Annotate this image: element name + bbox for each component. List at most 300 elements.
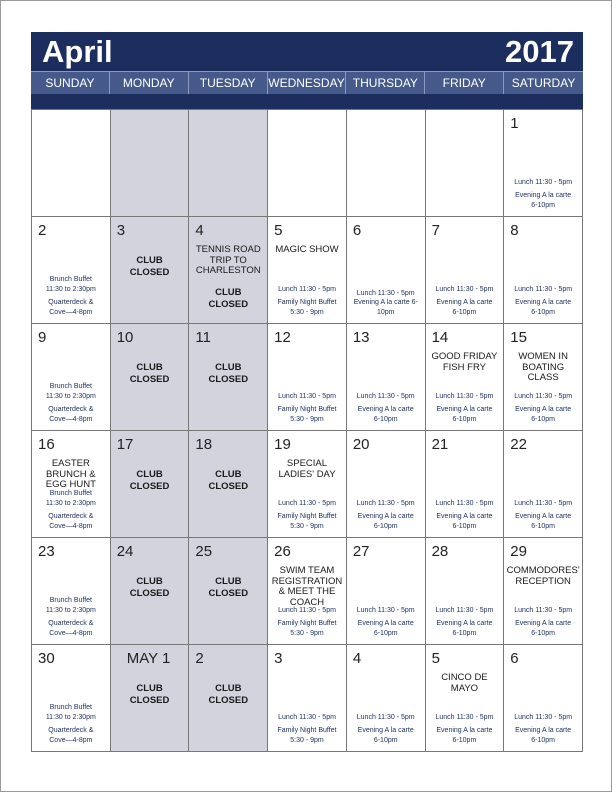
hours-block — [426, 512, 504, 531]
hours-line: Evening A la carte — [515, 192, 572, 199]
hours-block — [268, 713, 346, 723]
day-number: 8 — [510, 222, 519, 239]
hours-line: Family Night Buffet — [277, 406, 337, 413]
hours-line: Brunch Buffet — [49, 383, 92, 390]
hours-block — [32, 275, 110, 294]
hours-line: 5:30 - 9pm — [290, 415, 324, 423]
day-cell — [111, 645, 190, 752]
weekday-thursday: THURSDAY — [346, 72, 425, 94]
hours-line: 6-10pm — [452, 308, 477, 316]
hours-block — [347, 289, 425, 318]
hours-line: Lunch 11:30 - 5pm — [514, 392, 573, 400]
day-number: 9 — [38, 329, 47, 346]
day-cell — [426, 110, 505, 217]
dining-hours — [268, 285, 346, 318]
day-cell — [426, 538, 505, 645]
day-cell — [189, 324, 268, 431]
hours-line: Evening A la carte — [436, 299, 493, 306]
day-cell — [504, 538, 583, 645]
year-title: 2017 — [505, 34, 574, 69]
day-cell — [268, 431, 347, 538]
day-cell — [32, 110, 111, 217]
closed-line: CLUB — [136, 469, 163, 480]
day-cell — [32, 538, 111, 645]
day-cell — [426, 431, 505, 538]
hours-line: 11:30 to 2:30pm — [45, 713, 96, 721]
event-title — [428, 352, 502, 373]
hours-block — [426, 405, 504, 424]
hours-block — [32, 596, 110, 615]
hours-line: 5:30 - 9pm — [290, 736, 324, 744]
day-cell — [32, 217, 111, 324]
event-line: LADIES' DAY — [278, 468, 336, 480]
day-cell — [189, 431, 268, 538]
day-cell — [504, 110, 583, 217]
hours-block — [32, 726, 110, 745]
day-cell — [504, 217, 583, 324]
dining-hours — [504, 499, 582, 532]
closed-line: CLOSED — [129, 374, 170, 385]
hours-line: Quarterdeck & — [48, 727, 94, 734]
day-cell — [111, 431, 190, 538]
calendar — [31, 32, 583, 752]
hours-line: Lunch 11:30 - 5pm — [356, 713, 415, 721]
event-title — [191, 245, 265, 277]
hours-line: Quarterdeck & — [48, 513, 94, 520]
event-title — [34, 459, 108, 491]
hours-line: Cove—4-8pm — [49, 415, 93, 423]
day-cell — [347, 431, 426, 538]
hours-block — [504, 713, 582, 723]
hours-line: 11:30 to 2:30pm — [45, 606, 96, 614]
closed-line: CLUB — [215, 683, 242, 694]
hours-line: Lunch 11:30 - 5pm — [278, 285, 336, 293]
day-number: 15 — [510, 329, 527, 346]
hours-line: 5:30 - 9pm — [290, 308, 324, 316]
hours-line: Evening A la carte — [357, 513, 414, 520]
hours-line: Lunch 11:30 - 5pm — [514, 178, 573, 186]
event-line: REGISTRATION — [271, 575, 343, 587]
hours-block — [504, 499, 582, 509]
dining-hours — [32, 275, 110, 317]
hours-block — [426, 606, 504, 616]
day-cell — [426, 324, 505, 431]
month-title: April — [42, 34, 113, 69]
hours-line: Lunch 11:30 - 5pm — [356, 499, 415, 507]
hours-line: Lunch 11:30 - 5pm — [278, 392, 336, 400]
hours-line: 11:30 to 2:30pm — [45, 499, 96, 507]
event-line: CHARLESTON — [195, 265, 261, 276]
hours-line: 6-10pm — [531, 201, 555, 209]
club-closed-label — [111, 683, 189, 707]
dining-hours — [426, 606, 504, 639]
day-cell — [347, 538, 426, 645]
day-number: 6 — [510, 650, 519, 667]
club-closed-label — [189, 287, 267, 311]
dining-hours — [426, 499, 504, 532]
day-number: 10 — [116, 329, 134, 346]
day-number: 16 — [38, 436, 55, 453]
hours-block — [32, 703, 110, 722]
day-number: 2 — [38, 222, 47, 239]
day-number: 20 — [352, 436, 370, 453]
hours-line: Lunch 11:30 - 5pm — [356, 606, 415, 614]
day-number: 14 — [431, 329, 449, 346]
day-number: 22 — [510, 436, 527, 453]
hours-line: Brunch Buffet — [49, 704, 92, 711]
hours-line: Family Night Buffet — [277, 620, 337, 627]
hours-line: 6-10pm — [531, 522, 555, 530]
closed-line: CLOSED — [208, 374, 249, 385]
day-number: 11 — [195, 329, 211, 346]
day-number: 21 — [431, 436, 449, 453]
event-title — [270, 459, 344, 480]
hours-line: Lunch 11:30 - 5pm — [514, 713, 573, 721]
dining-hours — [504, 392, 582, 425]
hours-line: Evening A la carte — [515, 727, 572, 734]
hours-line: 6-10pm — [531, 308, 555, 316]
hours-block — [426, 392, 504, 402]
hours-block — [504, 619, 582, 638]
closed-line: CLOSED — [208, 588, 249, 599]
event-title — [506, 352, 580, 384]
club-closed-label — [111, 255, 189, 279]
day-cell — [504, 324, 583, 431]
weekday-monday: MONDAY — [110, 72, 189, 94]
hours-line: Lunch 11:30 - 5pm — [514, 606, 573, 614]
hours-block — [32, 382, 110, 401]
closed-line: CLUB — [136, 362, 163, 373]
day-number: 30 — [38, 650, 55, 667]
day-cell — [268, 324, 347, 431]
hours-line: Lunch 11:30 - 5pm — [356, 392, 415, 400]
event-line: SPECIAL — [286, 458, 328, 469]
day-cell — [268, 217, 347, 324]
hours-line: Lunch 11:30 - 5pm — [514, 499, 573, 507]
hours-block — [347, 606, 425, 616]
hours-line: Lunch 11:30 - 5pm — [435, 285, 494, 293]
hours-block — [426, 285, 504, 295]
day-number: 29 — [510, 543, 527, 560]
hours-line: Evening A la carte — [515, 406, 572, 413]
closed-line: CLOSED — [129, 588, 170, 599]
dining-hours — [504, 713, 582, 746]
hours-line: Cove—4-8pm — [49, 522, 93, 530]
hours-line: 6-10pm — [452, 415, 477, 423]
hours-line: Lunch 11:30 - 5pm — [278, 713, 336, 721]
day-number: 2 — [195, 650, 204, 667]
closed-line: CLUB — [136, 683, 163, 694]
hours-block — [504, 285, 582, 295]
event-line: BOATING — [522, 361, 565, 373]
hours-line: 6-10pm — [373, 736, 398, 744]
event-line: MAGIC SHOW — [275, 244, 339, 255]
hours-block — [268, 606, 346, 616]
day-cell — [111, 538, 190, 645]
hours-block — [268, 285, 346, 295]
day-number: 27 — [352, 543, 370, 560]
event-line: & MEET THE — [278, 586, 336, 597]
hours-line: 6-10pm — [373, 522, 398, 530]
day-cell — [189, 538, 268, 645]
day-cell — [347, 324, 426, 431]
hours-line: Evening A la carte — [436, 727, 493, 734]
hours-line: Cove—4-8pm — [49, 629, 93, 637]
hours-line: Cove—4-8pm — [49, 736, 93, 744]
hours-block — [504, 191, 582, 210]
hours-line: Lunch 11:30 - 5pm — [435, 392, 494, 400]
day-number: 6 — [352, 222, 362, 239]
dining-hours — [347, 606, 425, 639]
hours-line: Lunch 11:30 - 5pm — [514, 285, 573, 293]
event-line: EASTER — [51, 458, 90, 469]
hours-block — [32, 512, 110, 531]
hours-line: Lunch 11:30 - 5pm — [278, 606, 336, 614]
hours-line: Quarterdeck & — [48, 299, 94, 306]
hours-block — [347, 512, 425, 531]
event-line: RECEPTION — [515, 575, 571, 587]
header-band — [31, 94, 583, 109]
event-line: COMMODORES' — [506, 565, 580, 576]
dining-hours — [268, 499, 346, 532]
hours-line: Evening A la carte — [515, 620, 572, 627]
hours-line: 6-10pm — [452, 736, 477, 744]
day-number: 5 — [274, 222, 283, 239]
event-line: EGG HUNT — [45, 479, 96, 490]
day-number: 12 — [274, 329, 291, 346]
club-closed-label — [111, 362, 189, 386]
hours-block — [347, 726, 425, 745]
day-number: 4 — [195, 222, 204, 239]
day-number: 28 — [431, 543, 449, 560]
hours-block — [32, 619, 110, 638]
closed-line: CLOSED — [129, 695, 170, 706]
closed-line: CLUB — [136, 255, 163, 266]
club-closed-label — [189, 683, 267, 707]
dining-hours — [268, 713, 346, 746]
day-cell — [504, 645, 583, 752]
dining-hours — [347, 289, 425, 318]
hours-line: 11:30 to 2:30pm — [45, 392, 96, 400]
event-line: CLASS — [527, 372, 559, 383]
hours-block — [268, 619, 346, 638]
day-number: 24 — [116, 543, 134, 560]
day-number: 3 — [274, 650, 283, 667]
closed-line: CLOSED — [129, 481, 170, 492]
hours-line: Family Night Buffet — [277, 513, 337, 520]
hours-block — [268, 298, 346, 317]
hours-block — [504, 178, 582, 188]
hours-line: Brunch Buffet — [49, 276, 92, 283]
dining-hours — [426, 392, 504, 425]
dining-hours — [347, 713, 425, 746]
event-line: COACH — [289, 596, 325, 608]
hours-line: 6-10pm — [452, 522, 477, 530]
day-cell — [111, 324, 190, 431]
event-line: BRUNCH & — [46, 468, 96, 480]
hours-block — [426, 619, 504, 638]
hours-line: Quarterdeck & — [48, 620, 94, 627]
hours-line: 6-10pm — [531, 736, 555, 744]
day-cell — [189, 217, 268, 324]
day-cell — [504, 431, 583, 538]
weekday-header-row — [31, 71, 583, 94]
event-line: WOMEN IN — [518, 351, 568, 362]
day-number: 19 — [274, 436, 291, 453]
hours-block — [268, 726, 346, 745]
day-cell — [189, 110, 268, 217]
dining-hours — [268, 392, 346, 425]
day-cell — [32, 431, 111, 538]
day-number: 25 — [195, 543, 213, 560]
day-cell — [32, 645, 111, 752]
dining-hours — [426, 713, 504, 746]
event-line: MAYO — [450, 682, 479, 694]
event-line: SWIM TEAM — [279, 565, 335, 576]
closed-line: CLOSED — [208, 695, 249, 706]
closed-line: CLOSED — [208, 481, 249, 492]
hours-block — [347, 713, 425, 723]
hours-line: Family Night Buffet — [277, 299, 337, 306]
day-number: 13 — [352, 329, 370, 346]
event-line: CINCO DE — [441, 672, 488, 683]
hours-block — [426, 499, 504, 509]
hours-block — [504, 298, 582, 317]
hours-block — [268, 499, 346, 509]
dining-hours — [32, 596, 110, 638]
dining-hours — [504, 285, 582, 318]
hours-line: Evening A la carte — [436, 513, 493, 520]
hours-block — [504, 726, 582, 745]
hours-block — [347, 499, 425, 509]
weekday-friday: FRIDAY — [425, 72, 504, 94]
hours-block — [32, 405, 110, 424]
hours-line: Evening A la carte — [515, 513, 572, 520]
club-closed-label — [189, 469, 267, 493]
hours-block — [32, 489, 110, 508]
event-line: TRIP TO — [209, 254, 247, 266]
event-title — [506, 566, 580, 587]
dining-hours — [268, 606, 346, 639]
calendar-header — [31, 32, 583, 71]
hours-line: Evening A la carte — [515, 299, 572, 306]
day-number: 4 — [352, 650, 362, 667]
event-line: FISH FRY — [442, 361, 486, 373]
day-number: 5 — [431, 650, 440, 667]
hours-block — [347, 392, 425, 402]
closed-line: CLUB — [215, 362, 242, 373]
hours-line: Quarterdeck & — [48, 406, 94, 413]
dining-hours — [504, 606, 582, 639]
hours-block — [504, 392, 582, 402]
hours-line: Evening A la carte 6-10pm — [353, 299, 418, 316]
closed-line: CLUB — [136, 576, 163, 587]
closed-line: CLUB — [215, 287, 242, 298]
hours-line: Cove—4-8pm — [49, 308, 93, 316]
hours-line: Lunch 11:30 - 5pm — [356, 289, 415, 297]
hours-line: Brunch Buffet — [49, 597, 92, 604]
day-number: 23 — [38, 543, 55, 560]
hours-line: Lunch 11:30 - 5pm — [278, 499, 336, 507]
hours-line: Lunch 11:30 - 5pm — [435, 713, 494, 721]
weekday-saturday: SATURDAY — [511, 76, 576, 90]
hours-line: Brunch Buffet — [49, 490, 92, 497]
weekday-sunday: SUNDAY — [31, 72, 110, 94]
hours-block — [32, 298, 110, 317]
hours-line: 6-10pm — [373, 629, 398, 637]
hours-line: Lunch 11:30 - 5pm — [435, 606, 494, 614]
event-title — [270, 245, 344, 256]
day-number: 17 — [116, 436, 134, 453]
event-line: TENNIS ROAD — [195, 244, 261, 255]
event-title — [270, 566, 344, 608]
day-cell — [426, 645, 505, 752]
closed-line: CLOSED — [129, 267, 170, 278]
hours-block — [426, 726, 504, 745]
hours-line: 6-10pm — [452, 629, 477, 637]
day-cell — [268, 538, 347, 645]
dining-hours — [347, 392, 425, 425]
hours-block — [268, 512, 346, 531]
hours-line: 6-10pm — [373, 415, 398, 423]
hours-block — [504, 606, 582, 616]
calendar-grid — [31, 109, 583, 752]
day-number: 3 — [116, 222, 126, 239]
event-line: GOOD FRIDAY — [431, 351, 498, 362]
event-title — [428, 673, 502, 694]
day-number: 18 — [195, 436, 213, 453]
day-cell — [111, 110, 190, 217]
club-closed-label — [189, 576, 267, 600]
club-closed-label — [111, 576, 189, 600]
day-cell — [347, 217, 426, 324]
hours-line: Evening A la carte — [357, 406, 414, 413]
hours-line: Evening A la carte — [436, 406, 493, 413]
day-cell — [347, 645, 426, 752]
dining-hours — [504, 178, 582, 211]
hours-line: Evening A la carte — [436, 620, 493, 627]
hours-line: 6-10pm — [531, 415, 555, 423]
hours-block — [426, 298, 504, 317]
closed-line: CLUB — [215, 469, 242, 480]
hours-block — [426, 713, 504, 723]
hours-line: Evening A la carte — [357, 727, 414, 734]
hours-line: Evening A la carte — [357, 620, 414, 627]
day-number: 26 — [274, 543, 291, 560]
dining-hours — [347, 499, 425, 532]
closed-line: CLOSED — [208, 299, 249, 310]
club-closed-label — [189, 362, 267, 386]
hours-block — [504, 512, 582, 531]
day-number: 7 — [431, 222, 440, 239]
hours-block — [268, 392, 346, 402]
weekday-wednesday: WEDNESDAY — [268, 72, 347, 94]
hours-line: 5:30 - 9pm — [290, 522, 324, 530]
hours-block — [347, 619, 425, 638]
day-cell — [268, 110, 347, 217]
dining-hours — [426, 285, 504, 318]
club-closed-label — [111, 469, 189, 493]
day-cell — [32, 324, 111, 431]
hours-line: Family Night Buffet — [277, 727, 337, 734]
hours-block — [268, 405, 346, 424]
day-cell — [347, 110, 426, 217]
day-cell — [189, 645, 268, 752]
dining-hours — [32, 703, 110, 745]
dining-hours — [32, 382, 110, 424]
day-cell — [426, 217, 505, 324]
closed-line: CLUB — [215, 576, 242, 587]
